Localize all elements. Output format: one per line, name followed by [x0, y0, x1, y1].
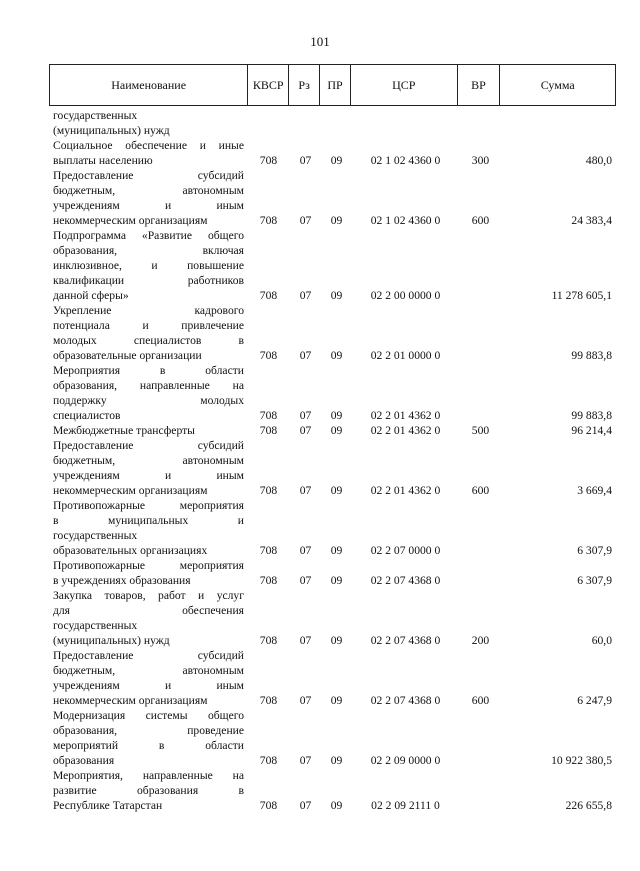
cell-kvsr: 708 [259, 289, 278, 302]
cell-pr: 09 [330, 214, 343, 227]
cell-kvsr: 708 [259, 574, 278, 587]
cell-rz: 07 [299, 154, 312, 167]
cell-kvsr: 708 [259, 154, 278, 167]
cell-csr: 02 2 07 4368 0 [370, 574, 441, 587]
table-header [49, 64, 616, 106]
row-name-line: образования, направленные на [53, 379, 244, 392]
cell-sum: 24 383,4 [571, 214, 612, 227]
cell-pr: 09 [330, 289, 343, 302]
cell-csr: 02 1 02 4360 0 [370, 154, 441, 167]
cell-vr: 600 [471, 214, 490, 227]
cell-kvsr: 708 [259, 634, 278, 647]
row-name-line: для обеспечения [53, 604, 244, 617]
cell-csr: 02 2 07 4368 0 [370, 634, 441, 647]
cell-rz: 07 [299, 214, 312, 227]
cell-rz: 07 [299, 289, 312, 302]
row-name-line: учреждениям и иным [53, 469, 244, 482]
row-name-line: выплаты населению [53, 154, 153, 167]
row-name-line: бюджетным, автономным [53, 664, 244, 677]
row-name-line: образовательных организациях [53, 544, 208, 557]
row-name-line: бюджетным, автономным [53, 184, 244, 197]
row-name [53, 768, 244, 813]
row-name-line: государственных [53, 109, 138, 122]
row-name-line: Противопожарные мероприятия [53, 499, 244, 512]
cell-csr: 02 2 07 4368 0 [370, 694, 441, 707]
cell-kvsr: 708 [259, 694, 278, 707]
cell-csr: 02 2 09 2111 0 [371, 799, 440, 812]
table-row [49, 423, 616, 438]
cell-sum: 60,0 [591, 634, 612, 647]
cell-vr: 500 [471, 424, 490, 437]
cell-kvsr: 708 [259, 349, 278, 362]
table-row [49, 363, 616, 423]
cell-rz: 07 [299, 484, 312, 497]
row-name-line: потенциала и привлечение [53, 319, 244, 332]
cell-sum: 96 214,4 [571, 424, 612, 437]
cell-rz: 07 [299, 634, 312, 647]
row-name-line: Мероприятия, направленные на [53, 769, 244, 782]
cell-sum: 99 883,8 [571, 409, 612, 422]
header-csr: ЦСР [351, 65, 458, 105]
row-name-line: поддержку молодых [53, 394, 244, 407]
cell-pr: 09 [330, 574, 343, 587]
cell-sum: 6 247,9 [577, 694, 612, 707]
row-name-line: некоммерческим организациям [53, 214, 208, 227]
table-row [49, 168, 616, 228]
table-row [49, 708, 616, 768]
cell-csr: 02 2 00 0000 0 [370, 289, 441, 302]
header-vr: ВР [458, 65, 501, 105]
cell-pr: 09 [330, 634, 343, 647]
row-name-line: Мероприятия в области [53, 364, 244, 377]
cell-csr: 02 2 09 0000 0 [370, 754, 441, 767]
cell-sum: 226 655,8 [565, 799, 612, 812]
row-name-line: развитие образования в [53, 784, 244, 797]
cell-vr: 600 [471, 484, 490, 497]
row-name-line: Предоставление субсидий [53, 439, 244, 452]
row-name-line: (муниципальных) нужд [53, 634, 170, 647]
row-name [53, 588, 244, 648]
row-name-line: государственных [53, 619, 138, 632]
table-row [49, 108, 616, 138]
cell-vr: 600 [471, 694, 490, 707]
row-name-line: Закупка товаров, работ и услуг [53, 589, 244, 602]
cell-rz: 07 [299, 349, 312, 362]
table-row [49, 138, 616, 168]
row-name [53, 168, 244, 228]
cell-rz: 07 [299, 799, 312, 812]
cell-kvsr: 708 [259, 484, 278, 497]
cell-sum: 10 922 380,5 [551, 754, 612, 767]
cell-pr: 09 [330, 799, 343, 812]
header-rz: Рз [289, 65, 320, 105]
page-number: 101 [310, 34, 330, 49]
row-name-line: в муниципальных и [53, 514, 244, 527]
row-name-line: Социальное обеспечение и иные [53, 139, 244, 152]
cell-sum: 480,0 [585, 154, 612, 167]
cell-sum: 11 278 605,1 [551, 289, 612, 302]
cell-pr: 09 [330, 349, 343, 362]
cell-pr: 09 [330, 409, 343, 422]
cell-kvsr: 708 [259, 214, 278, 227]
row-name-line: образования, включая [53, 244, 244, 257]
table-row [49, 558, 616, 588]
cell-csr: 02 2 01 0000 0 [370, 349, 441, 362]
row-name-line: Укрепление кадрового [53, 304, 244, 317]
row-name [53, 648, 244, 708]
cell-kvsr: 708 [259, 754, 278, 767]
cell-vr: 300 [471, 154, 490, 167]
cell-sum: 99 883,8 [571, 349, 612, 362]
row-name-line: (муниципальных) нужд [53, 124, 170, 137]
cell-kvsr: 708 [259, 544, 278, 557]
row-name-line: квалификации работников [53, 274, 244, 287]
cell-kvsr: 708 [259, 424, 278, 437]
cell-rz: 07 [299, 544, 312, 557]
table-row [49, 438, 616, 498]
table-row [49, 498, 616, 558]
table-row [49, 648, 616, 708]
row-name [53, 498, 244, 558]
row-name-line: некоммерческим организациям [53, 694, 208, 707]
row-name-line: Предоставление субсидий [53, 649, 244, 662]
header-pr: ПР [320, 65, 351, 105]
row-name [53, 363, 244, 423]
row-name-line: Предоставление субсидий [53, 169, 244, 182]
row-name-line: Подпрограмма «Развитие общего [53, 229, 244, 242]
header-sum: Сумма [540, 77, 575, 92]
row-name [53, 228, 244, 303]
row-name-line: некоммерческим организациям [53, 484, 208, 497]
cell-csr: 02 2 01 4362 0 [370, 409, 441, 422]
cell-csr: 02 2 01 4362 0 [370, 424, 441, 437]
table-row [49, 588, 616, 648]
row-name-line: специалистов [53, 409, 121, 422]
row-name [53, 558, 244, 588]
row-name-line: учреждениям и иным [53, 679, 244, 692]
cell-rz: 07 [299, 754, 312, 767]
cell-vr: 200 [471, 634, 490, 647]
cell-csr: 02 2 07 0000 0 [370, 544, 441, 557]
row-name-line: бюджетным, автономным [53, 454, 244, 467]
row-name-line: молодых специалистов в [53, 334, 244, 347]
table-row [49, 303, 616, 363]
row-name [53, 303, 244, 363]
row-name-line: инклюзивное, и повышение [53, 259, 244, 272]
header-kvsr: КВСР [248, 65, 289, 105]
row-name [53, 708, 244, 768]
row-name-line: образования, проведение [53, 724, 244, 737]
row-name-line: Модернизация системы общего [53, 709, 244, 722]
row-name-line: мероприятий в области [53, 739, 244, 752]
row-name-line: образовательные организации [53, 349, 202, 362]
cell-sum: 6 307,9 [577, 544, 612, 557]
cell-pr: 09 [330, 424, 343, 437]
cell-rz: 07 [299, 574, 312, 587]
cell-pr: 09 [330, 694, 343, 707]
row-name [53, 108, 244, 138]
row-name-line: Республике Татарстан [53, 799, 163, 812]
cell-sum: 6 307,9 [577, 574, 612, 587]
row-name-line: государственных [53, 529, 138, 542]
row-name-line: Межбюджетные трансферты [53, 424, 195, 437]
header-name: Наименование [50, 65, 248, 105]
row-name-line: Противопожарные мероприятия [53, 559, 244, 572]
cell-pr: 09 [330, 544, 343, 557]
row-name-line: образования [53, 754, 115, 767]
cell-pr: 09 [330, 484, 343, 497]
table-row [49, 228, 616, 303]
row-name [53, 423, 244, 438]
cell-csr: 02 1 02 4360 0 [370, 214, 441, 227]
cell-pr: 09 [330, 154, 343, 167]
row-name [53, 138, 244, 168]
row-name-line: в учреждениях образования [53, 574, 191, 587]
cell-kvsr: 708 [259, 799, 278, 812]
row-name-line: учреждениям и иным [53, 199, 244, 212]
table-row [49, 768, 616, 813]
cell-csr: 02 2 01 4362 0 [370, 484, 441, 497]
row-name [53, 438, 244, 498]
cell-rz: 07 [299, 694, 312, 707]
cell-pr: 09 [330, 754, 343, 767]
cell-rz: 07 [299, 409, 312, 422]
cell-rz: 07 [299, 424, 312, 437]
cell-kvsr: 708 [259, 409, 278, 422]
row-name-line: данной сферы» [53, 289, 129, 302]
cell-sum: 3 669,4 [577, 484, 612, 497]
